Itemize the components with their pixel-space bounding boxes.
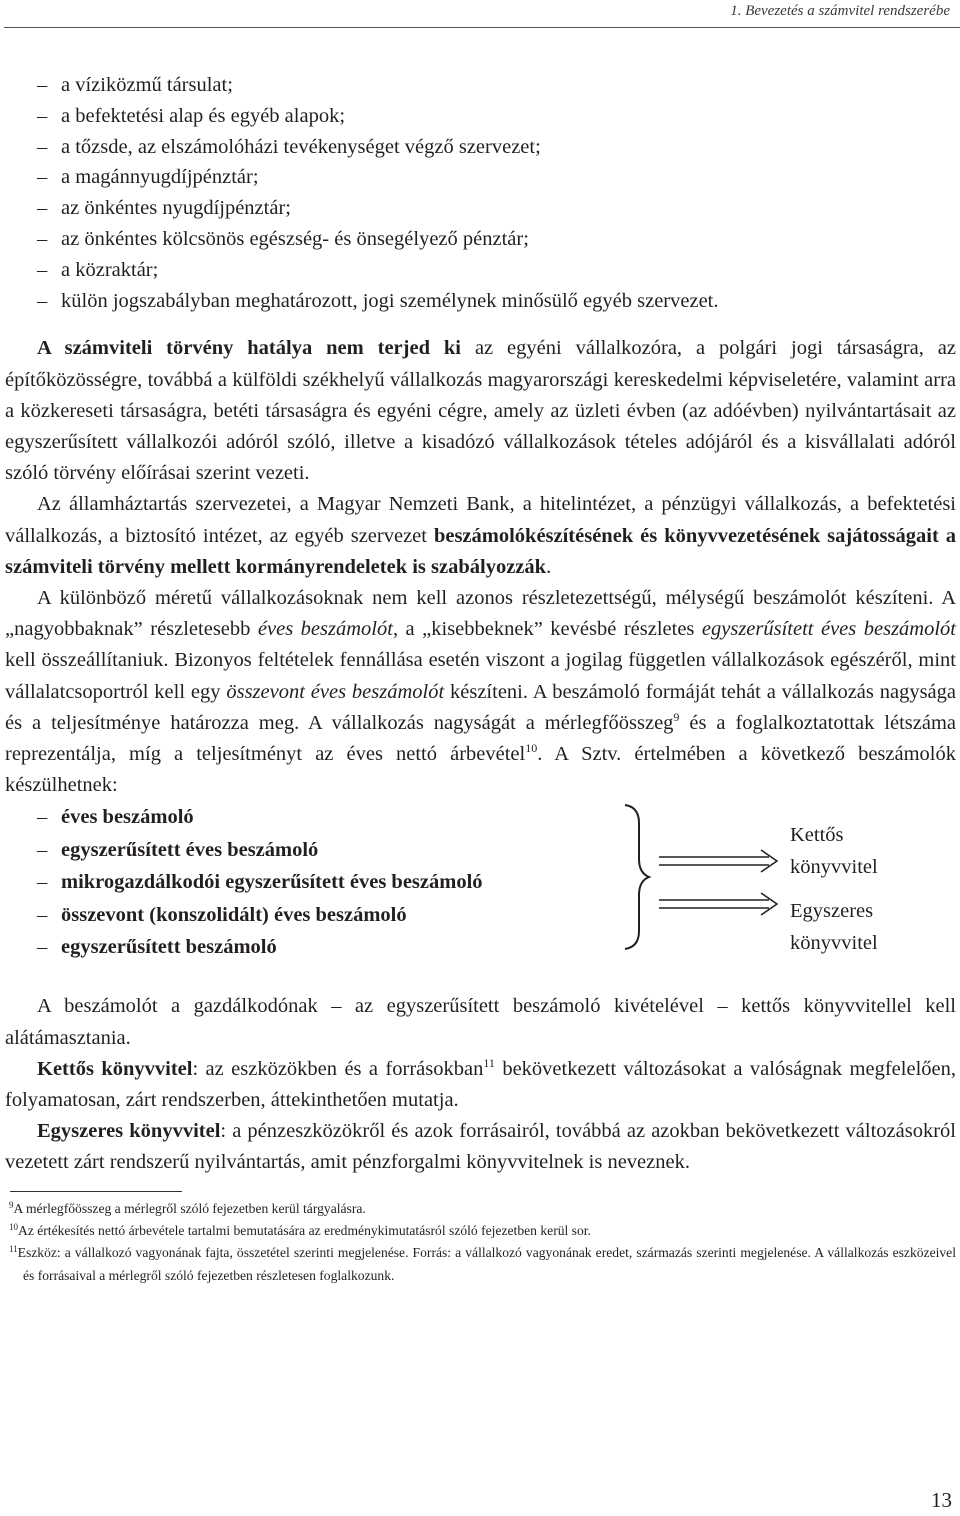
label-line: könyvvitel — [790, 932, 878, 955]
arrow-to-single-entry — [659, 893, 777, 915]
brace-arrows-graphic — [623, 803, 783, 953]
footnote-ref: 10 — [525, 741, 538, 756]
paragraph-text: és a foglalkoztatottak létszáma reprezentálja, míg a teljesítményt az éves nettó árbevétel — [5, 711, 957, 766]
footnote-ref: 9 — [673, 709, 680, 724]
report-type-item: – egyszerűsített beszámoló — [37, 931, 483, 964]
paragraph-text: : az eszközökben és a forrásokban — [192, 1057, 484, 1080]
italic-term: egyszerűsített éves beszámolót — [701, 618, 956, 641]
paragraph-text: bekövetkezett változásokat a valóságnak megfelelően, folyamatosan, zárt rendszerben, áttekinthetően mutatja. — [5, 1057, 956, 1112]
list-item: – a magánnyugdíjpénztár; — [37, 162, 956, 193]
paragraph-text: A különböző méretű vállalkozásoknak nem kell azonos részletezettségű, mélységű beszámolót készíteni. A „nagyobbaknak” részletesebb — [5, 587, 956, 641]
paragraph-text: az egyéni vállalkozóra, a polgári jogi társaságra, az építőközösségre, továbbá a külföldi székhelyű vállalkozás magyarországi kereskedelmi képviseletére, valamint arra a közkereseti társaságra, betéti társaságra és egyéni cégre, amely az üzleti évben (az adóévben) nyilvántartásait az egyszerűsített vállalkozói adóról szóló, illetve a kisadózó vállalkozások tételes adójáról és a kisvállalati adóról szóló törvény előírásai szerint vezeti. — [5, 337, 957, 485]
label-line: könyvvitel — [790, 856, 878, 879]
footnote-number: 10 — [9, 1221, 18, 1232]
footnote-text: Az értékesítés nettó árbevétele tartalmi bemutatására az eredménykimutatásról szóló fejezetben kerül sor. — [18, 1222, 591, 1238]
list-item: – a tőzsde, az elszámolóházi tevékenységet végző szervezet; — [37, 132, 956, 163]
page-number: 13 — [931, 1488, 952, 1512]
paragraph-single-entry-definition — [5, 1116, 956, 1178]
paragraph-public-sector — [5, 489, 956, 583]
curly-brace — [625, 805, 649, 949]
report-type-item: – mikrogazdálkodói egyszerűsített éves beszámoló — [37, 866, 483, 899]
footnote-number: 9 — [9, 1199, 14, 1210]
paragraph-scope-exclusion — [5, 333, 956, 489]
footnote-rule — [10, 1191, 182, 1192]
paragraph-text: : a pénzeszközökről és azok forrásairól, továbbá az azokban bekövetkezett változásokról vezetett zárt rendszerű nyilvántartás, amit pénzforgalmi könyvvitelnek is neveznek. — [5, 1120, 956, 1174]
report-types-diagram — [5, 801, 956, 991]
paragraph-text: Az államháztartás szervezetei, a Magyar Nemzeti Bank, a hitelintézet, a pénzügyi vállalkozás, a befektetési vállalkozás, a biztosító intézet, az egyéb szervezet — [5, 493, 956, 547]
bold-phrase: beszámolókészítésének és könyvvezetésének sajátosságait a számviteli törvény mellett kormányrendeletek is szabályozzák — [5, 524, 956, 578]
label-line: Egyszeres — [790, 900, 874, 923]
footnotes — [5, 1198, 956, 1287]
list-item: – az önkéntes nyugdíjpénztár; — [37, 193, 956, 224]
footnote-text: Eszköz: a vállalkozó vagyonának fajta, összetétel szerinti megjelenése. Forrás: a vállalkozó vagyonának eredet, származás szerinti megjelenése. A vállalkozás eszközeivel és forrásaival a mérlegről szóló fejezetben részletesen foglalkozunk. — [17, 1245, 956, 1283]
report-types-list — [5, 801, 483, 964]
paragraph-text: készíteni. A beszámoló formáját tehát a vállalkozás nagysága és a teljesítménye határozza meg. A vállalkozás nagyságát a mérlegfőösszeg — [5, 680, 956, 734]
report-type-item: – éves beszámoló — [37, 801, 483, 834]
bold-term: Egyszeres könyvvitel — [37, 1120, 221, 1143]
list-item: – a közraktár; — [37, 255, 956, 286]
footnote-text: A mérlegfőösszeg a mérlegről szóló fejezetben kerül tárgyalásra. — [13, 1200, 366, 1216]
footnote — [5, 1220, 956, 1242]
double-entry-label — [790, 819, 878, 883]
intro-list — [5, 70, 956, 316]
paragraph-text: , a „kisebbeknek” kevésbé részletes — [392, 618, 702, 641]
italic-term: összevont éves beszámolót — [226, 680, 445, 703]
bold-term: Kettős könyvvitel — [37, 1057, 193, 1080]
punctuation: . — [546, 555, 552, 578]
header-rule — [4, 27, 960, 28]
footnote-number: 11 — [9, 1244, 18, 1255]
list-item: – az önkéntes kölcsönös egészség- és önsegélyező pénztár; — [37, 224, 956, 255]
footnote — [5, 1198, 956, 1220]
list-item: – a befektetési alap és egyéb alapok; — [37, 101, 956, 132]
list-item: – külön jogszabályban meghatározott, jogi személynek minősülő egyéb szervezet. — [37, 286, 956, 317]
report-type-item: – összevont (konszolidált) éves beszámoló — [37, 899, 483, 932]
italic-term: éves beszámolót — [257, 618, 393, 641]
label-line: Kettős — [790, 824, 844, 847]
paragraph-text: kell összeállítaniuk. Bizonyos feltételek fennállása esetén viszont a jogilag független vállalkozások egészéről, mint vállalatcsoportról kell egy — [5, 649, 956, 703]
list-item: – a víziközmű társulat; — [37, 70, 956, 101]
paragraph-double-entry-definition — [5, 1054, 956, 1116]
running-header: 1. Bevezetés a számvitel rendszerébe — [730, 3, 950, 19]
footnote — [5, 1242, 956, 1287]
paragraph-text: . A Sztv. értelmében a következő beszámolók készülhetnek: — [5, 743, 956, 797]
footnote-ref: 11 — [483, 1055, 495, 1070]
paragraph-report-types — [5, 583, 956, 801]
page-body — [5, 70, 956, 1287]
arrow-to-double-entry — [659, 850, 777, 872]
single-entry-label — [790, 895, 878, 959]
bold-phrase: A számviteli törvény hatálya nem terjed ki — [37, 337, 462, 360]
report-type-item: – egyszerűsített éves beszámoló — [37, 834, 483, 867]
paragraph-double-entry-requirement: A beszámolót a gazdálkodónak – az egyszerűsített beszámoló kivételével – kettős könyvvitellel kell alátámasztania. — [5, 995, 956, 1049]
